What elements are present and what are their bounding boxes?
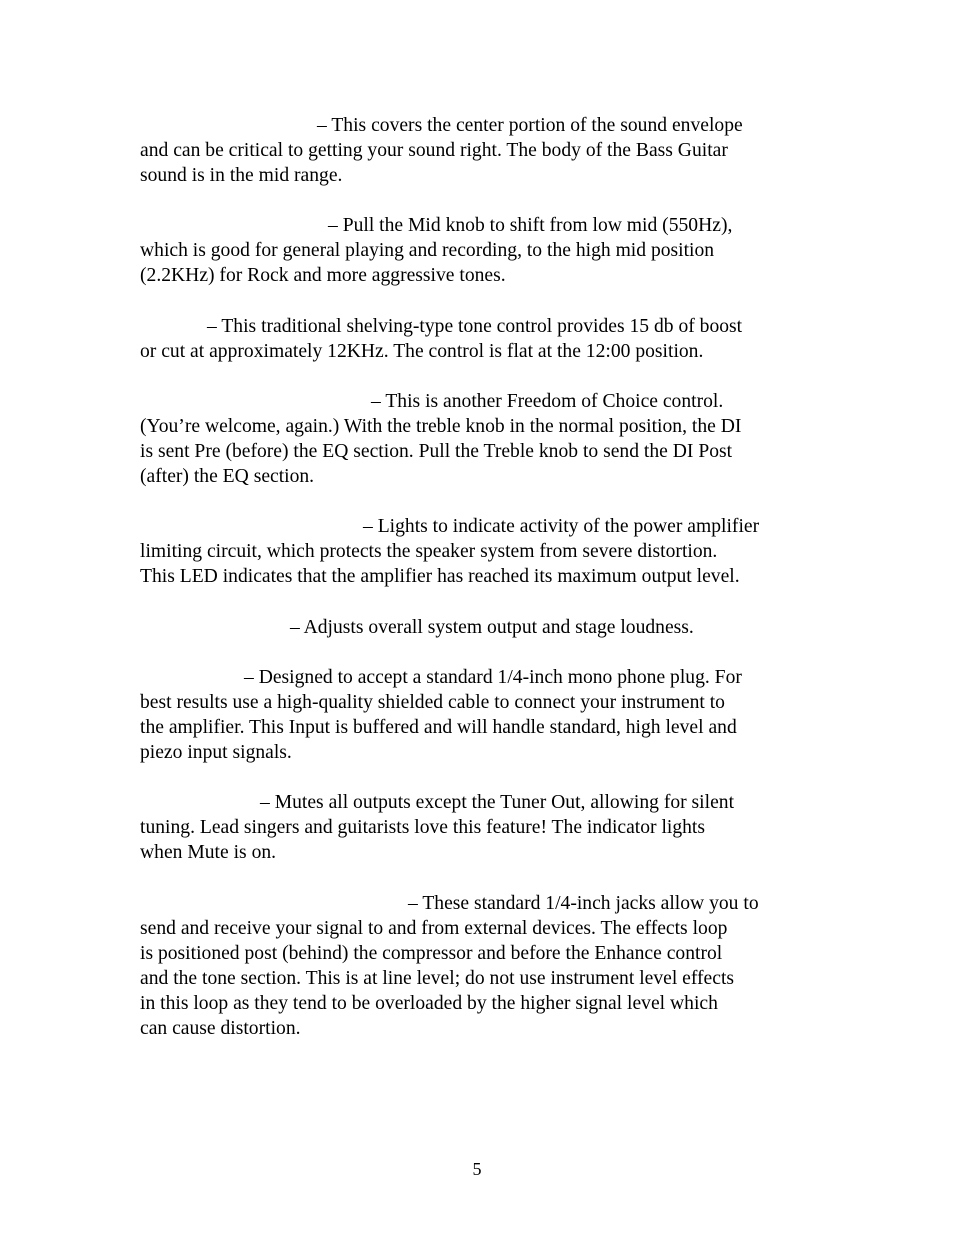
paragraph-mid-shift	[140, 213, 820, 288]
paragraph-input	[140, 665, 820, 765]
paragraph-line: can cause distortion.	[140, 1018, 301, 1040]
paragraph-line: in this loop as they tend to be overloaded by the higher signal level which	[140, 993, 718, 1015]
paragraph-line: – Adjusts overall system output and stage loudness.	[290, 617, 694, 638]
paragraph-line: the amplifier. This Input is buffered and will handle standard, high level and	[140, 717, 737, 739]
paragraph-line: is sent Pre (before) the EQ section. Pull the Treble knob to send the DI Post	[140, 441, 733, 463]
paragraph-line: is positioned post (behind) the compressor and before the Enhance control	[140, 943, 723, 965]
paragraph-line: – Designed to accept a standard 1/4-inch mono phone plug. For	[244, 667, 742, 688]
paragraph-line: limiting circuit, which protects the speaker system from severe distortion.	[140, 541, 718, 563]
paragraph-line: (after) the EQ section.	[140, 466, 315, 488]
paragraph-line: and can be critical to getting your sound right. The body of the Bass Guitar	[140, 140, 728, 162]
paragraph-line: best results use a high-quality shielded cable to connect your instrument to	[140, 692, 725, 714]
paragraph-line: or cut at approximately 12KHz. The control is flat at the 12:00 position.	[140, 341, 704, 363]
paragraph-line: – This traditional shelving-type tone control provides 15 db of boost	[207, 316, 743, 337]
paragraph-mid	[140, 113, 820, 188]
paragraph-line: – Pull the Mid knob to shift from low mid (550Hz),	[328, 215, 733, 236]
paragraph-di-pre-post	[140, 389, 820, 489]
paragraph-line: (You’re welcome, again.) With the treble knob in the normal position, the DI	[140, 416, 742, 438]
paragraph-line: – Mutes all outputs except the Tuner Out, allowing for silent	[260, 792, 735, 813]
page-number: 5	[472, 1159, 482, 1179]
paragraph-line: piezo input signals.	[140, 742, 292, 764]
paragraph-line: – This covers the center portion of the sound envelope	[317, 115, 743, 136]
paragraph-mute	[140, 790, 820, 865]
paragraph-line: – Lights to indicate activity of the power amplifier	[363, 516, 760, 537]
paragraph-line: This LED indicates that the amplifier has reached its maximum output level.	[140, 566, 740, 588]
paragraph-line: when Mute is on.	[140, 842, 277, 864]
paragraph-line: send and receive your signal to and from external devices. The effects loop	[140, 918, 728, 940]
paragraph-line: which is good for general playing and recording, to the high mid position	[140, 240, 715, 262]
paragraph-line: tuning. Lead singers and guitarists love this feature! The indicator lights	[140, 817, 706, 839]
paragraph-effects-loop	[140, 891, 820, 1042]
paragraph-line: (2.2KHz) for Rock and more aggressive tones.	[140, 265, 506, 287]
paragraph-master-volume	[140, 615, 820, 640]
paragraph-line: – These standard 1/4-inch jacks allow you to	[408, 893, 759, 914]
paragraph-limit-led	[140, 514, 820, 589]
paragraph-treble	[140, 314, 820, 364]
paragraph-line: and the tone section. This is at line level; do not use instrument level effects	[140, 968, 735, 990]
paragraph-line: – This is another Freedom of Choice control.	[371, 391, 724, 412]
paragraph-line: sound is in the mid range.	[140, 165, 343, 187]
